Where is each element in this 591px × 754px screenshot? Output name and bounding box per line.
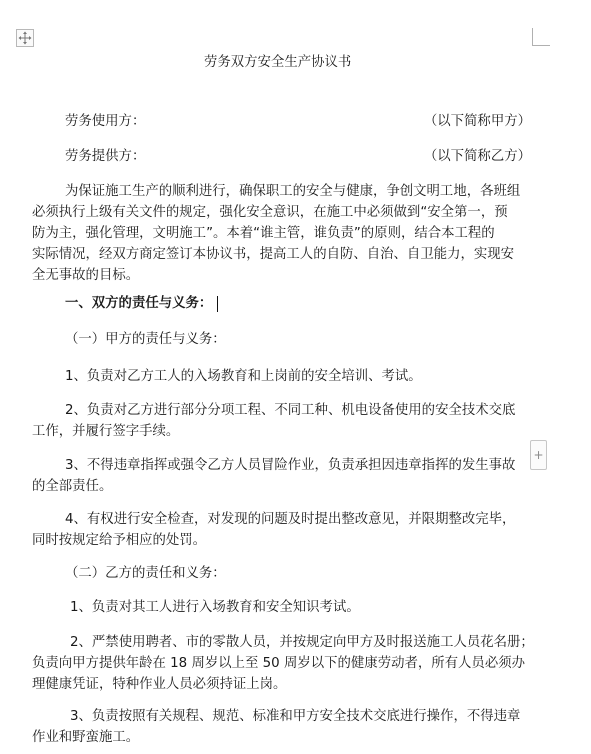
party-a-label: 劳务使用方： [65, 114, 146, 129]
subsection-heading-a: （一）甲方的责任与义务： [65, 332, 226, 347]
text-cursor [217, 296, 218, 312]
a-item-2-line: 工作，并履行签字手续。 [32, 424, 180, 439]
a-item-3-line: 3、不得违章指挥或强令乙方人员冒险作业，负责承担因违章指挥的发生事故 [65, 458, 516, 473]
party-b-note: （以下简称乙方） [423, 149, 531, 164]
b-item-2-line: 2、严禁使用聘者、市的零散人员，并按规定向甲方及时报送施工人员花名册； [70, 635, 534, 650]
section-heading: 一、双方的责任与义务： [65, 296, 213, 311]
b-item-1: 1、负责对其工人进行入场教育和安全知识考试。 [70, 600, 360, 615]
intro-line: 实际情况，经双方商定签订本协议书，提高工人的自防、自治、自卫能力，实现安 [32, 247, 515, 262]
a-item-4-line: 同时按规定给予相应的处罚。 [32, 533, 207, 548]
b-item-3 [32, 706, 540, 748]
b-item-3-line: 3、负责按照有关规程、规范、标准和甲方安全技术交底进行操作，不得违章 [70, 709, 521, 724]
intro-line: 防为主，强化管理，文明施工”。本着“谁主管，谁负责”的原则，结合本工程的 [32, 226, 495, 241]
plus-icon: + [533, 448, 544, 462]
b-item-2-line: 负责向甲方提供年龄在 18 周岁以上至 50 周岁以下的健康劳动者，所有人员必须办 [32, 656, 525, 671]
a-item-4-line: 4、有权进行安全检查，对发现的问题及时提出整改意见，并限期整改完毕， [65, 512, 516, 527]
document-title: 劳务双方安全生产协议书 [204, 55, 352, 70]
intro-line: 为保证施工生产的顺利进行，确保职工的安全与健康，争创文明工地，各班组 [65, 184, 521, 199]
a-item-4 [32, 509, 535, 551]
add-row-button[interactable] [530, 440, 547, 470]
b-item-2-line: 理健康凭证，特种作业人员必须持证上岗。 [32, 677, 287, 692]
party-a-note: （以下简称甲方） [423, 114, 531, 129]
b-item-2 [32, 632, 540, 695]
table-move-handle[interactable] [16, 29, 34, 47]
b-item-3-line: 作业和野蛮施工。 [32, 730, 140, 745]
party-b-label: 劳务提供方： [65, 149, 146, 164]
intro-paragraph [32, 181, 535, 286]
subsection-heading-b: （二）乙方的责任和义务： [65, 566, 226, 581]
margin-corner-mark [532, 28, 550, 46]
intro-line: 必须执行上级有关文件的规定，强化安全意识，在施工中必须做到“安全第一，预 [32, 205, 508, 220]
a-item-2-line: 2、负责对乙方进行部分分项工程、不同工种、机电设备使用的安全技术交底 [65, 403, 516, 418]
a-item-2 [32, 400, 535, 442]
move-arrows-icon [18, 31, 32, 45]
a-item-3-line: 的全部责任。 [32, 479, 113, 494]
a-item-3 [32, 455, 535, 497]
intro-line: 全无事故的目标。 [32, 268, 140, 283]
a-item-1: 1、负责对乙方工人的入场教育和上岗前的安全培训、考试。 [65, 369, 422, 384]
